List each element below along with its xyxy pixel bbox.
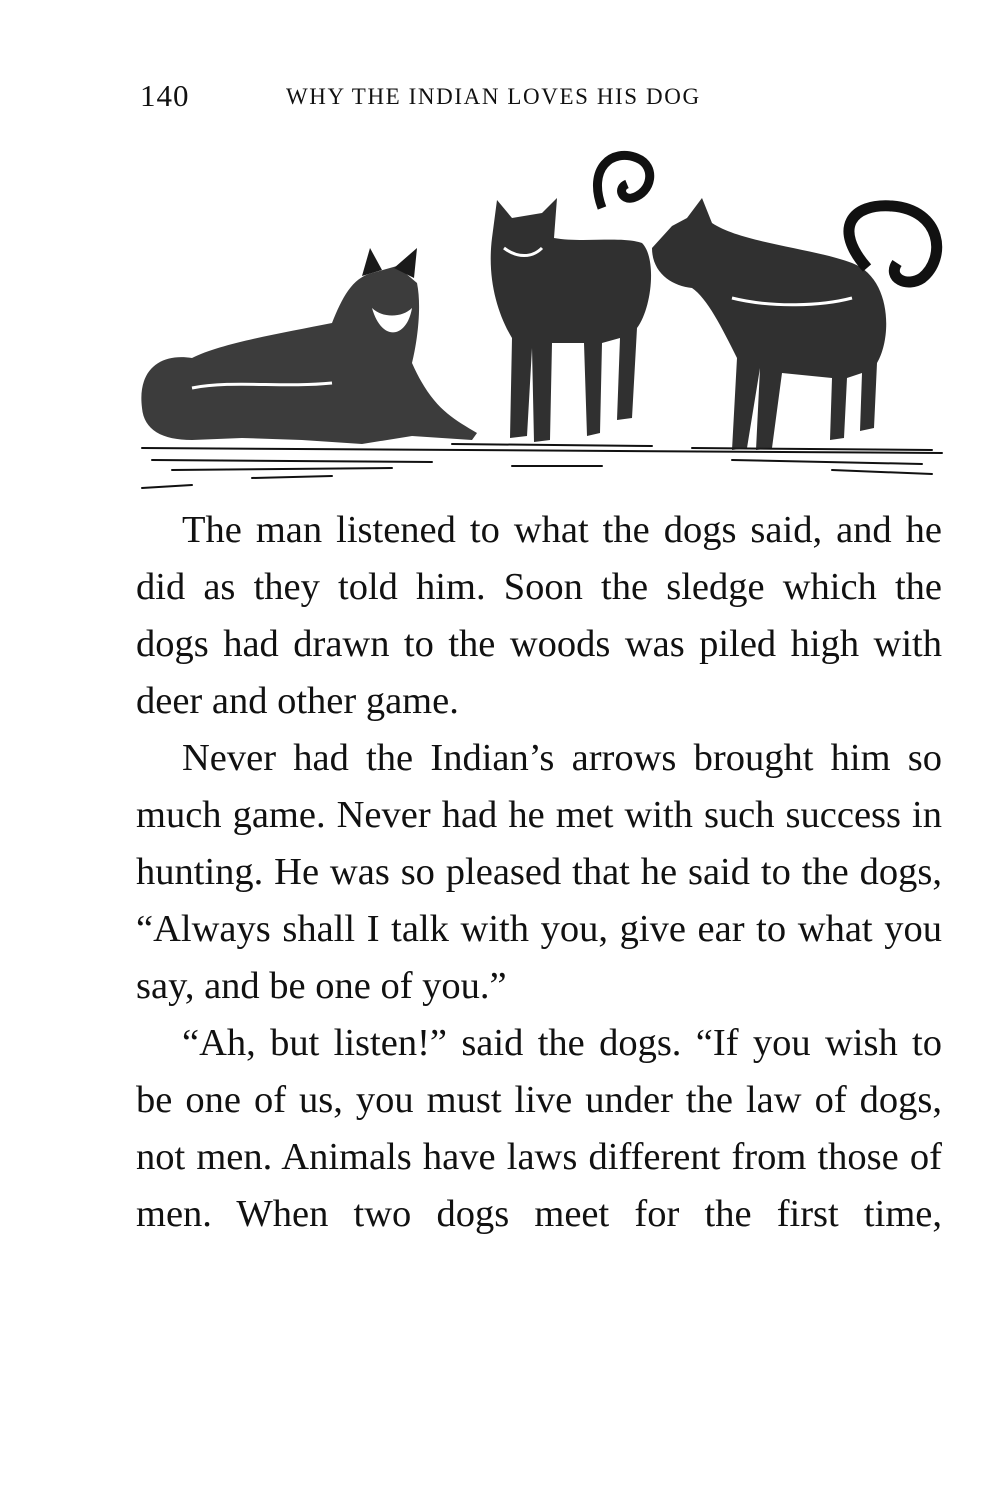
page-header — [140, 78, 940, 118]
ground-hatching — [142, 444, 942, 488]
three-dogs-illustration — [132, 148, 952, 493]
paragraph: Never had the Indian’s arrows brought him so much game. Never had he met with such success in hunting. He was so pleased that he said to the dogs, “Always shall I talk with you, give ear to what you say, and be one of you.” — [136, 737, 942, 1007]
lying-dog — [141, 248, 477, 444]
body-text — [136, 502, 942, 1243]
paragraph: The man listened to what the dogs said, and he did as they told him. Soon the sledge which the dogs had drawn to the woods was piled high with deer and other game. — [136, 509, 942, 722]
page-number: 140 — [140, 78, 190, 113]
standing-dog-right — [652, 198, 937, 450]
standing-dog-middle — [491, 155, 651, 442]
running-title: WHY THE INDIAN LOVES HIS DOG — [286, 84, 701, 109]
paragraph: “Ah, but listen!” said the dogs. “If you wish to be one of us, you must live under the law of dogs, not men. Animals have laws different from those of men. When two dogs meet for the first time, — [136, 1022, 942, 1235]
